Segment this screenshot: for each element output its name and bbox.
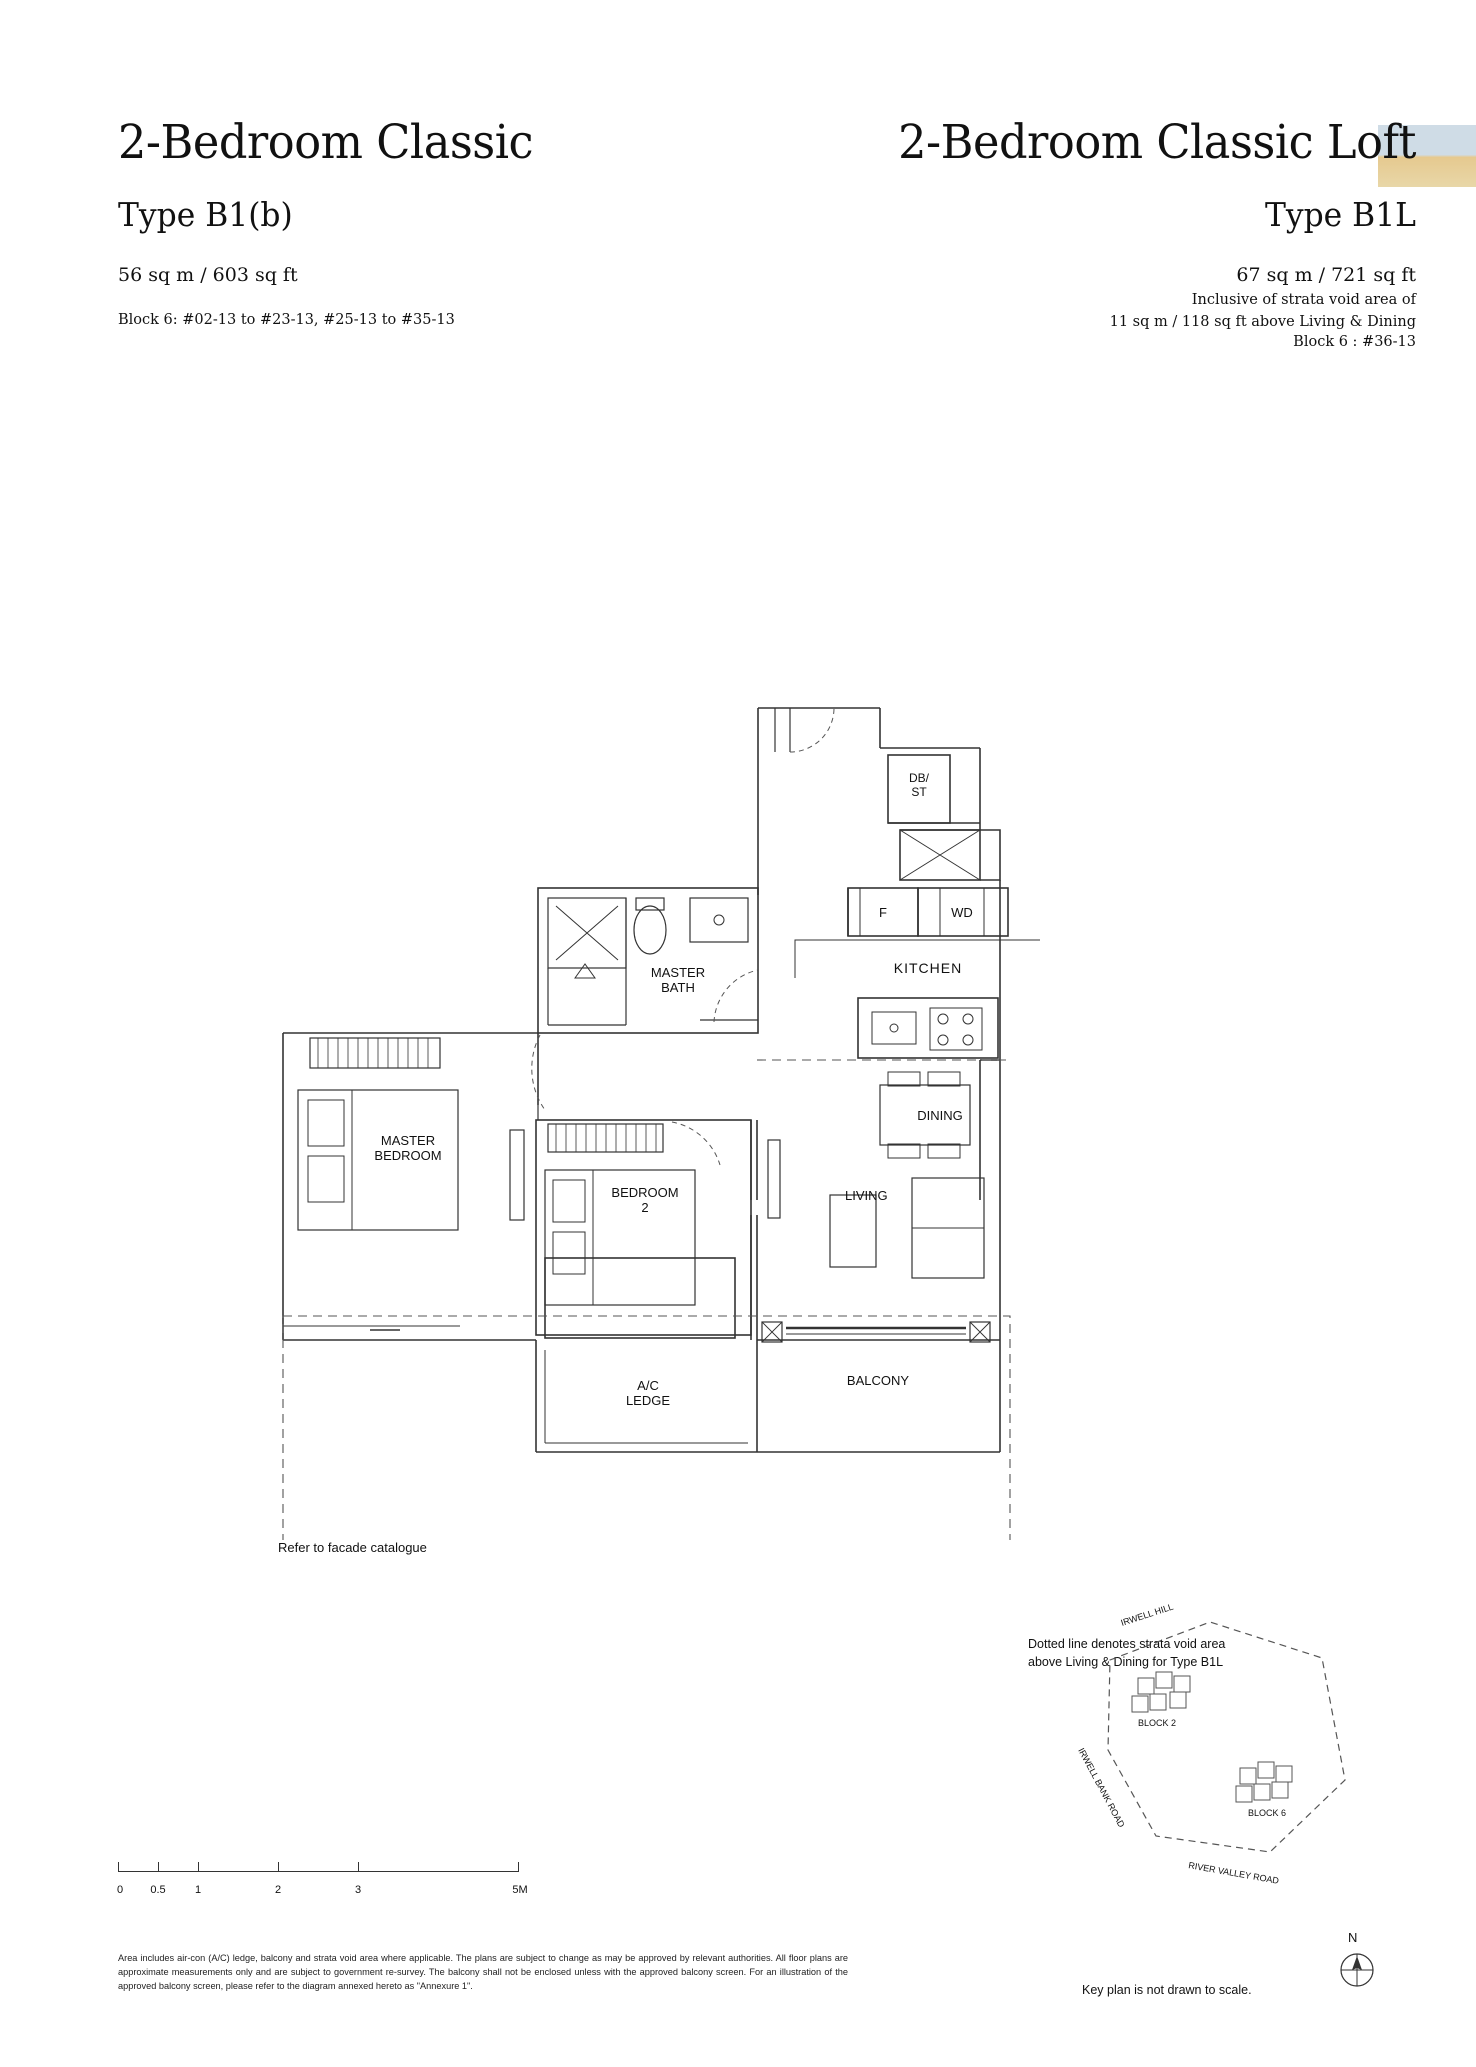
unit-block-right: Block 6 : #36-13 [1293, 334, 1416, 351]
callout-line-2: above Living & Dining for Type B1L [1028, 1655, 1224, 1670]
keyplan-road-river-valley: RIVER VALLEY ROAD [1187, 1860, 1280, 1886]
label-master-bath-1: MASTER [650, 965, 706, 980]
label-dining: DINING [917, 1108, 963, 1123]
key-plan [1060, 1600, 1390, 1890]
unit-void-note-line1: Inclusive of strata void area of [1191, 292, 1416, 309]
disclaimer-text: Area includes air-con (A/C) ledge, balcony and strata void area where applicable. The plans are subject to change as may be approved by relevant authorities. All floor plans are approximate measurements only and are subject to government re-survey. The balcony shall not be enclosed unless with the approved balcony screen. For an illustration of the approved balcony screen, please refer to the diagram annexed hereto as "Annexure 1". [118, 1953, 848, 1991]
scale-bar [118, 1862, 538, 1900]
scale-label-5: 5M [512, 1884, 528, 1896]
keyplan-road-irwell-hill: IRWELL HILL [1119, 1601, 1175, 1628]
label-balcony: BALCONY [846, 1373, 910, 1388]
scale-ticks [118, 1862, 538, 1872]
unit-block-left: Block 6: #02-13 to #23-13, #25-13 to #35-13 [118, 312, 455, 329]
label-bedroom2-1: BEDROOM [611, 1185, 679, 1200]
north-label: N [1348, 1930, 1358, 1945]
strata-void-boundary [283, 1316, 1010, 1540]
label-fridge: F [879, 905, 887, 920]
label-kitchen: KITCHEN [893, 960, 963, 976]
scale-label-3: 2 [274, 1884, 282, 1896]
scale-label-1: 0.5 [150, 1884, 166, 1896]
label-living: LIVING [845, 1188, 888, 1203]
label-ac-ledge-1: A/C [637, 1378, 659, 1393]
callout-line-1: Dotted line denotes strata void area [1028, 1637, 1226, 1651]
scale-labels [118, 1884, 538, 1900]
keyplan-block-2-label: BLOCK 2 [1138, 1718, 1177, 1728]
scale-label-2: 1 [194, 1884, 202, 1896]
unit-void-note-line2: 11 sq m / 118 sq ft above Living & Dining [1109, 314, 1416, 331]
header-right [776, 115, 1416, 351]
header-left [118, 115, 738, 329]
label-washer-dryer: WD [951, 905, 973, 920]
scale-label-0: 0 [116, 1884, 124, 1896]
keyplan-road-irwell-bank: IRWELL BANK ROAD [1076, 1746, 1127, 1830]
label-master-bedroom-2: BEDROOM [374, 1148, 442, 1163]
label-master-bedroom-1: MASTER [380, 1133, 436, 1148]
page-title-right: 2-Bedroom Classic Loft [898, 115, 1416, 170]
unit-area-right: 67 sq m / 721 sq ft [1236, 264, 1416, 287]
label-db-st-2: ST [911, 785, 927, 799]
north-arrow [1330, 1930, 1384, 1992]
site-boundary [1108, 1622, 1345, 1852]
key-plan-note: Key plan is not drawn to scale. [1082, 1983, 1252, 1997]
facade-note: Refer to facade catalogue [278, 1540, 427, 1555]
unit-type-left: Type B1(b) [118, 195, 293, 235]
unit-type-right: Type B1L [1264, 195, 1416, 235]
unit-area-left: 56 sq m / 603 sq ft [118, 264, 298, 287]
scale-label-4: 3 [354, 1884, 362, 1896]
page-title-left: 2-Bedroom Classic [118, 115, 534, 170]
label-master-bath-2: BATH [661, 980, 695, 995]
label-bedroom2-2: 2 [641, 1200, 649, 1215]
label-db-st-1: DB/ [908, 771, 930, 785]
label-ac-ledge-2: LEDGE [625, 1393, 671, 1408]
keyplan-block-6-label: BLOCK 6 [1248, 1808, 1287, 1818]
